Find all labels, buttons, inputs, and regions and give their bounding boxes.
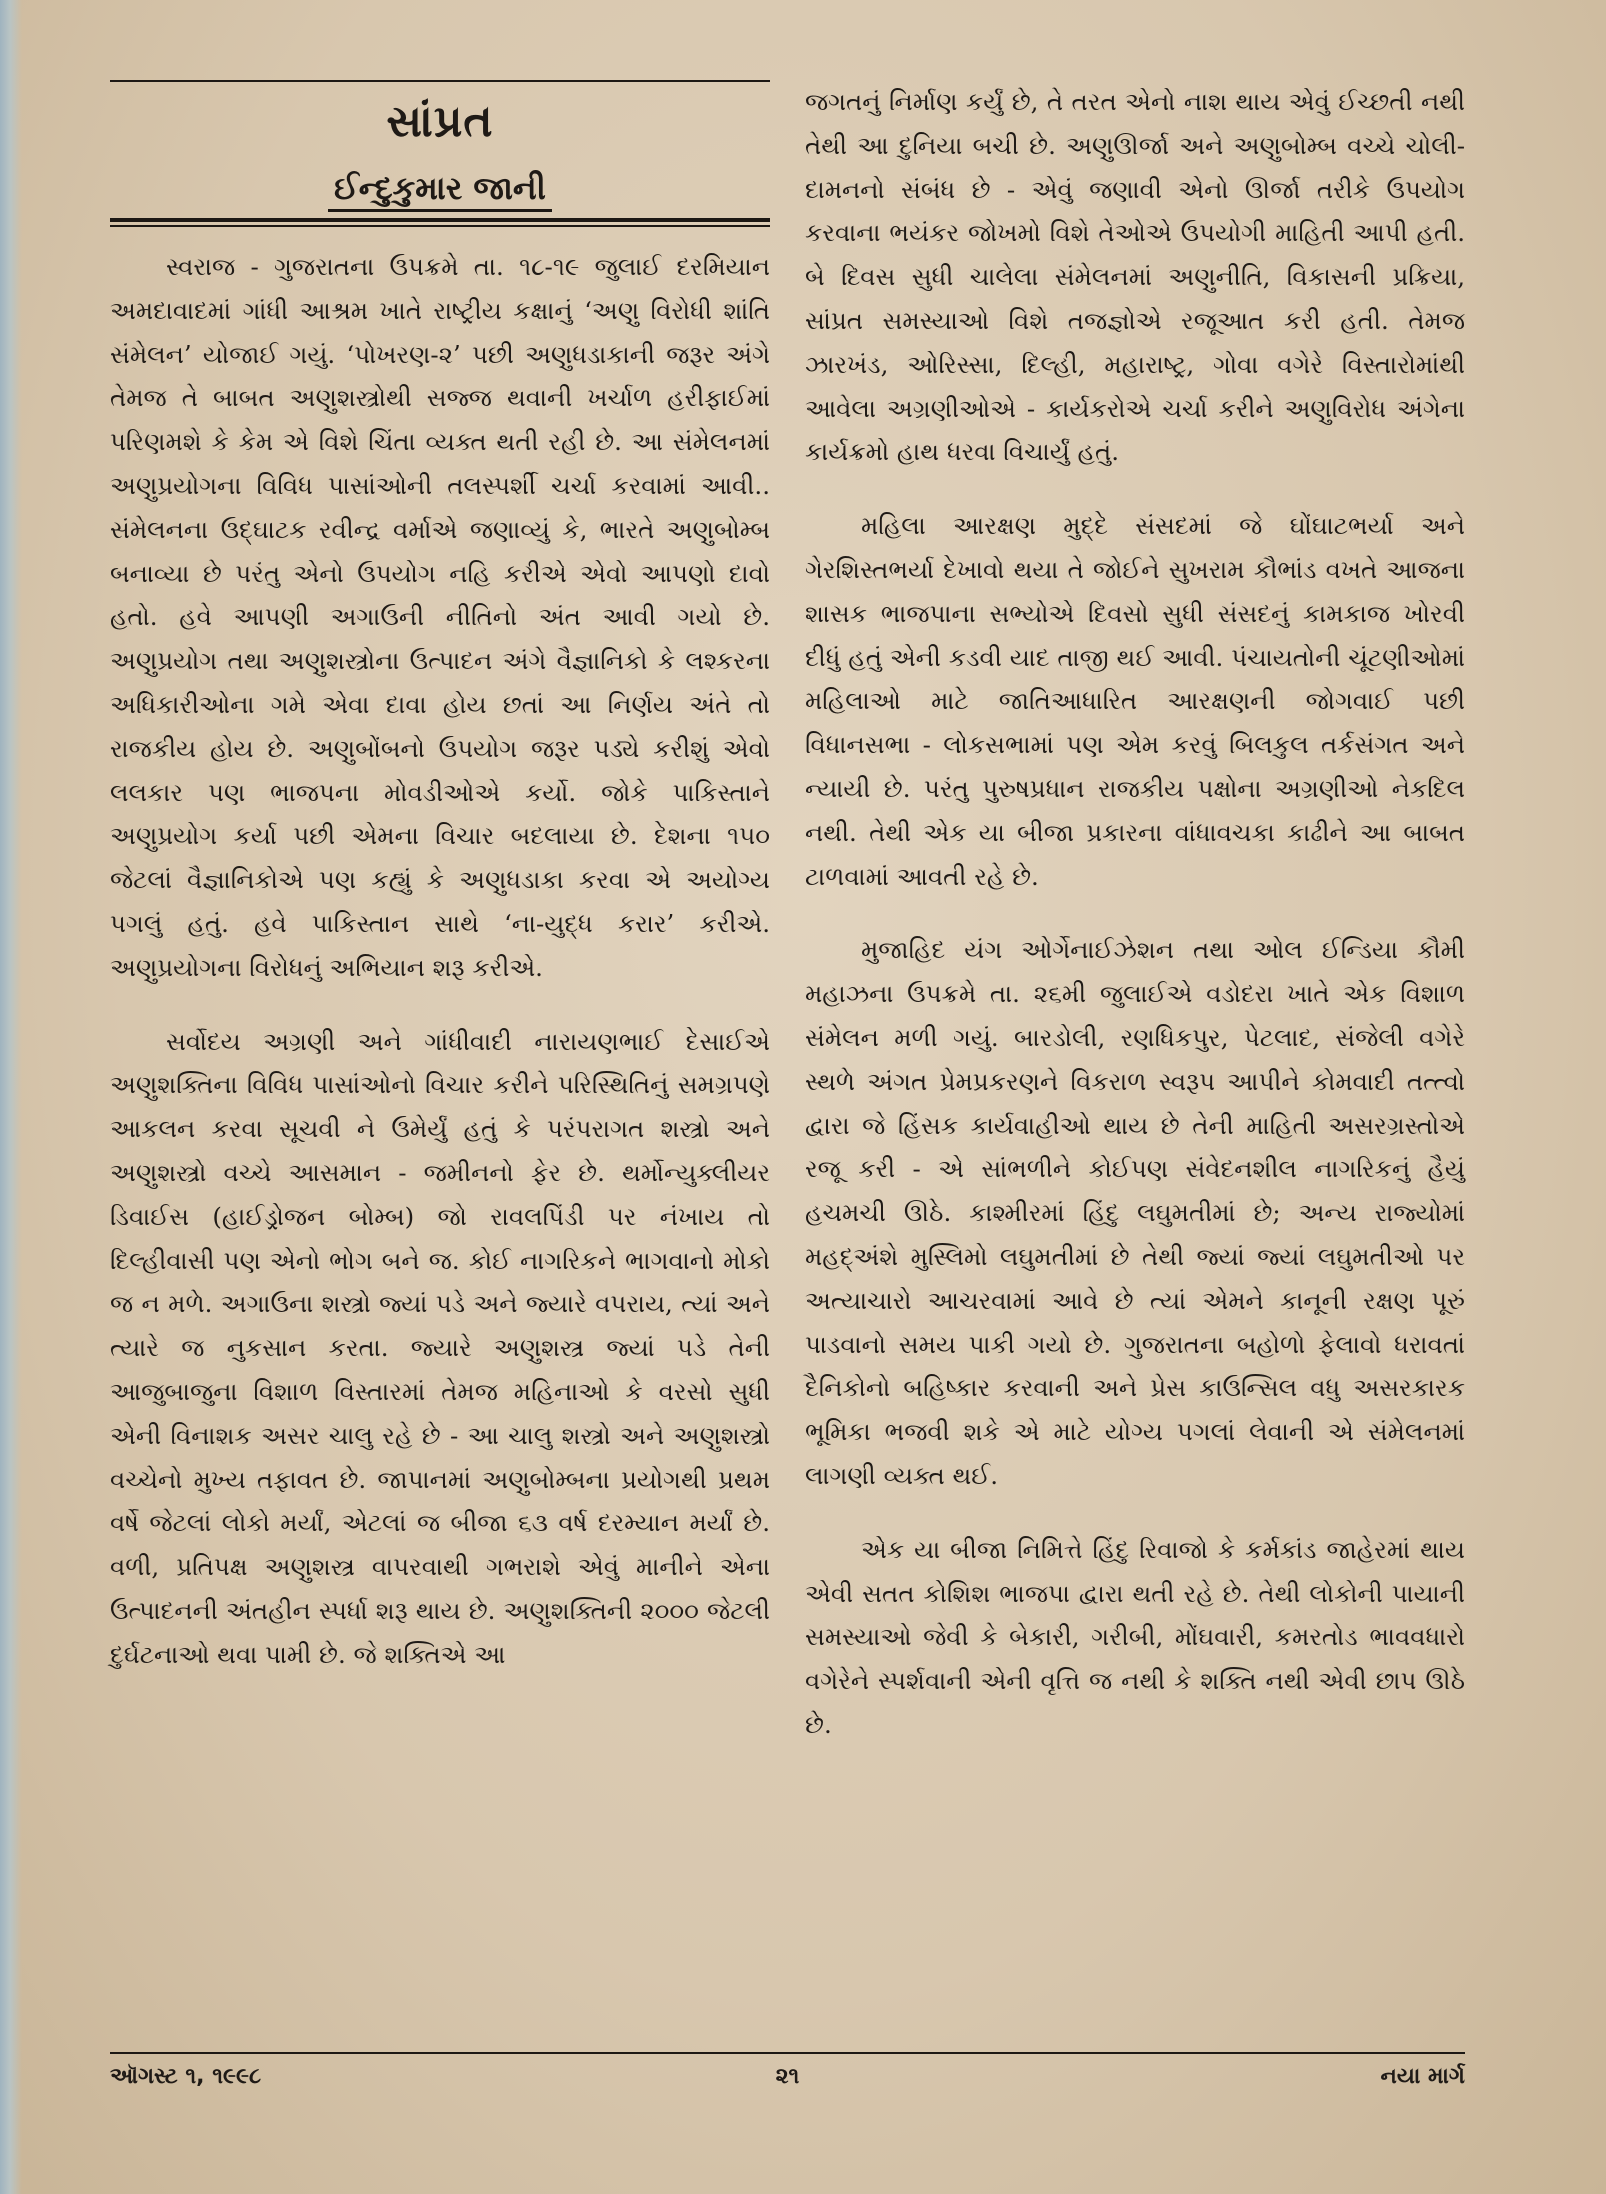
issue-date: ઑગસ્ટ ૧, ૧૯૯૮	[110, 2064, 262, 2089]
header-bottom-rule	[110, 218, 770, 222]
publication-name: નયા માર્ગ	[1380, 2064, 1465, 2089]
header-top-rule	[110, 80, 770, 82]
paragraph: જગતનું નિર્માણ કર્યું છે, તે તરત એનો નાશ થાય એવું ઈચ્છતી નથી તેથી આ દુનિયા બચી છે. અણુઊર્જા અને અણુબોમ્બ વચ્ચે ચોલી-દામનનો સંબંધ છે - એવું જણાવી એનો ઊર્જા તરીકે ઉપયોગ કરવાના ભયંકર જોખમો વિશે તેઓએ ઉપયોગી માહિતી આપી હતી. બે દિવસ સુધી ચાલેલા સંમેલનમાં અણુનીતિ, વિકાસની પ્રક્રિયા, સાંપ્રત સમસ્યાઓ વિશે તજજ્ઞોએ રજૂઆત કરી હતી. તેમજ ઝારખંડ, ઓરિસ્સા, દિલ્હી, મહારાષ્ટ્ર, ગોવા વગેરે વિસ્તારોમાંથી આવેલા અગ્રણીઓએ - કાર્યકરોએ ચર્ચા કરીને અણુવિરોધ અંગેના કાર્યક્રમો હાથ ધરવા વિચાર્યું હતું.	[805, 87, 1465, 467]
page-footer	[110, 2058, 1465, 2098]
paragraph: સર્વોદય અગ્રણી અને ગાંધીવાદી નારાયણભાઈ દેસાઈએ અણુશક્તિના વિવિધ પાસાંઓનો વિચાર કરીને પરિસ્થિતિનું સમગ્રપણે આકલન કરવા સૂચવી ને ઉમેર્યું હતું કે પરંપરાગત શસ્ત્રો અને અણુશસ્ત્રો વચ્ચે આસમાન - જમીનનો ફેર છે. થર્મોન્યુક્લીયર ડિવાઈસ (હાઈડ્રોજન બોમ્બ) જો રાવલપિંડી પર નંખાય તો દિલ્હીવાસી પણ એનો ભોગ બને જ. કોઈ નાગરિકને ભાગવાનો મોકો જ ન મળે. અગાઉના શસ્ત્રો જ્યાં પડે અને જ્યારે વપરાય, ત્યાં અને ત્યારે જ નુકસાન કરતા. જ્યારે અણુશસ્ત્ર જ્યાં પડે તેની આજુબાજુના વિશાળ વિસ્તારમાં તેમજ મહિનાઓ કે વરસો સુધી એની વિનાશક અસર ચાલુ રહે છે - આ ચાલુ શસ્ત્રો અને અણુશસ્ત્રો વચ્ચેનો મુખ્ય તફાવત છે. જાપાનમાં અણુબોમ્બના પ્રયોગથી પ્રથમ વર્ષે જેટલાં લોકો મર્યાં, એટલાં જ બીજા ૬૩ વર્ષ દરમ્યાન મર્યાં છે. વળી, પ્રતિપક્ષ અણુશસ્ત્ર વાપરવાથી ગભરાશે એવું માનીને એના ઉત્પાદનની અંતહીન સ્પર્ધા શરૂ થાય છે. અણુશક્તિની ૨૦૦૦ જેટલી દુર્ઘટનાઓ થવા પામી છે. જે શક્તિએ આ	[110, 1026, 770, 1669]
paragraph: મહિલા આરક્ષણ મુદ્દે સંસદમાં જે ઘોંઘાટભર્યા અને ગેરશિસ્તભર્યા દેખાવો થયા તે જોઈને સુખરામ કૌભાંડ વખતે આજના શાસક ભાજપાના સભ્યોએ દિવસો સુધી સંસદનું કામકાજ ખોરવી દીધું હતું એની કડવી યાદ તાજી થઈ આવી. પંચાયતોની ચૂંટણીઓમાં મહિલાઓ માટે જાતિઆધારિત આરક્ષણની જોગવાઈ પછી વિધાનસભા - લોકસભામાં પણ એમ કરવું બિલકુલ તર્કસંગત અને ન્યાયી છે. પરંતુ પુરુષપ્રધાન રાજકીય પક્ષોના અગ્રણીઓ નેકદિલ નથી. તેથી એક યા બીજા પ્રકારના વાંધાવચકા કાઢીને આ બાબત ટાળવામાં આવતી રહે છે.	[805, 511, 1465, 891]
torn-page-edge	[0, 0, 22, 2194]
page-number: ૨૧	[775, 2064, 800, 2089]
right-column	[805, 80, 1465, 1747]
paragraph: એક યા બીજા નિમિત્તે હિંદુ રિવાજો કે કર્મકાંડ જાહેરમાં થાય એવી સતત કોશિશ ભાજપા દ્વારા થતી રહે છે. તેથી લોકોની પાયાની સમસ્યાઓ જેવી કે બેકારી, ગરીબી, મોંઘવારી, કમરતોડ ભાવવધારો વગેરેને સ્પર્શવાની એની વૃત્તિ જ નથી કે શક્તિ નથી એવી છાપ ઊઠે છે.	[805, 1534, 1465, 1739]
paragraph: સ્વરાજ - ગુજરાતના ઉપક્રમે તા. ૧૮-૧૯ જુલાઈ દરમિયાન અમદાવાદમાં ગાંધી આશ્રમ ખાતે રાષ્ટ્રીય કક્ષાનું ‘અણુ વિરોધી શાંતિ સંમેલન’ યોજાઈ ગયું. ‘પોખરણ-૨’ પછી અણુધડાકાની જરૂર અંગે તેમજ તે બાબત અણુશસ્ત્રોથી સજ્જ થવાની ખર્ચાળ હરીફાઈમાં પરિણમશે કે કેમ એ વિશે ચિંતા વ્યક્ત થતી રહી છે. આ સંમેલનમાં અણુપ્રયોગના વિવિધ પાસાંઓની તલસ્પર્શી ચર્ચા કરવામાં આવી.. સંમેલનના ઉદ્ઘાટક રવીન્દ્ર વર્માએ જણાવ્યું કે, ભારતે અણુબોમ્બ બનાવ્યા છે પરંતુ એનો ઉપયોગ નહિ કરીએ એવો આપણો દાવો હતો. હવે આપણી અગાઉની નીતિનો અંત આવી ગયો છે. અણુપ્રયોગ તથા અણુશસ્ત્રોના ઉત્પાદન અંગે વૈજ્ઞાનિકો કે લશ્કરના અધિકારીઓના ગમે એવા દાવા હોય છતાં આ નિર્ણય અંતે તો રાજકીય હોય છે. અણુબોંબનો ઉપયોગ જરૂર પડ્યે કરીશું એવો લલકાર પણ ભાજપના મોવડીઓએ કર્યો. જોકે પાકિસ્તાને અણુપ્રયોગ કર્યા પછી એમના વિચાર બદલાયા છે. દેશના ૧૫૦ જેટલાં વૈજ્ઞાનિકોએ પણ કહ્યું કે અણુધડાકા કરવા એ અયોગ્ય પગલું હતું. હવે પાકિસ્તાન સાથે ‘ના-યુદ્ધ કરાર’ કરીએ. અણુપ્રયોગના વિરોધનું અભિયાન શરૂ કરીએ.	[110, 252, 770, 982]
author-name: ઈન્દુકુમાર જાની	[110, 164, 770, 212]
page-title: સાંપ્રત	[386, 96, 494, 147]
left-column	[110, 80, 770, 1677]
footer-rule	[110, 2052, 1465, 2054]
paragraph: મુજાહિદ યંગ ઓર્ગેનાઈઝેશન તથા ઓલ ઈન્ડિયા કૌમી મહાઝના ઉપક્રમે તા. ૨૬મી જુલાઈએ વડોદરા ખાતે એક વિશાળ સંમેલન મળી ગયું. બારડોલી, રણધિકપુર, પેટલાદ, સંજેલી વગેરે સ્થળે અંગત પ્રેમપ્રકરણને વિકરાળ સ્વરૂપ આપીને કોમવાદી તત્ત્વો દ્વારા જે હિંસક કાર્યવાહીઓ થાય છે તેની માહિતી અસરગ્રસ્તોએ રજૂ કરી - એ સાંભળીને કોઈપણ સંવેદનશીલ નાગરિકનું હૈયું હચમચી ઊઠે. કાશ્મીરમાં હિંદુ લઘુમતીમાં છે; અન્ય રાજ્યોમાં મહદ્અંશે મુસ્લિમો લઘુમતીમાં છે તેથી જ્યાં જ્યાં લઘુમતીઓ પર અત્યાચારો આચરવામાં આવે છે ત્યાં એમને કાનૂની રક્ષણ પૂરું પાડવાનો સમય પાકી ગયો છે. ગુજરાતના બહોળો ફેલાવો ધરાવતાં દૈનિકોનો બહિષ્કાર કરવાની અને પ્રેસ કાઉન્સિલ વધુ અસરકારક ભૂમિકા ભજવી શકે એ માટે યોગ્ય પગલાં લેવાની એ સંમેલનમાં લાગણી વ્યક્ત થઈ.	[805, 935, 1465, 1490]
